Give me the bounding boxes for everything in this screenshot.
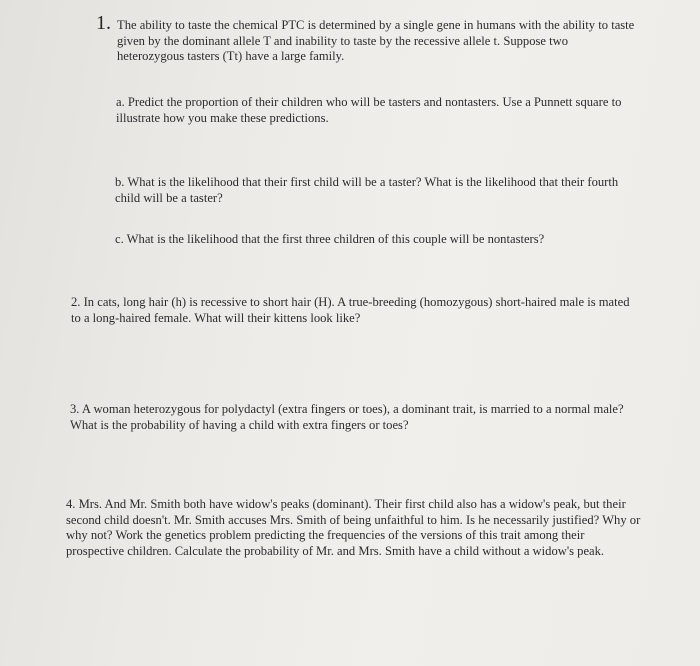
question-2-text: 2. In cats, long hair (h) is recessive to short hair (H). A true-breeding (homozygous) short-haired male is mated to a long-haired female. What will their kittens look like?: [71, 295, 630, 325]
question-1c-text: c. What is the likelihood that the first three children of this couple will be nontasters?: [115, 232, 545, 246]
question-4-text: 4. Mrs. And Mr. Smith both have widow's peaks (dominant). Their first child also has a widow's peak, but their second child doesn't. Mr. Smith accuses Mrs. Smith of being unfaithful to him. Is he necessarily justified? Why or why not? Work the genetics problem predicting the frequencies of the versions of this trait among their prospective children. Calculate the probability of Mr. and Mrs. Smith have a child without a widow's peak.: [66, 497, 641, 558]
question-1-text: The ability to taste the chemical PTC is determined by a single gene in humans with the ability to taste given by the dominant allele T and inability to taste by the recessive allele t. Suppose two heterozygous tasters (Tt) have a large family.: [117, 18, 635, 64]
question-1a-text: a. Predict the proportion of their children who will be tasters and nontasters. Use a Punnett square to illustrate how you make these predictions.: [116, 95, 622, 125]
question-1-number: 1.: [96, 12, 111, 34]
question-1b-text: b. What is the likelihood that their first child will be a taster? What is the likelihood that their fourth child will be a taster?: [115, 175, 619, 205]
question-3-text: 3. A woman heterozygous for polydactyl (extra fingers or toes), a dominant trait, is married to a normal male? What is the probability of having a child with extra fingers or toes?: [70, 402, 624, 432]
